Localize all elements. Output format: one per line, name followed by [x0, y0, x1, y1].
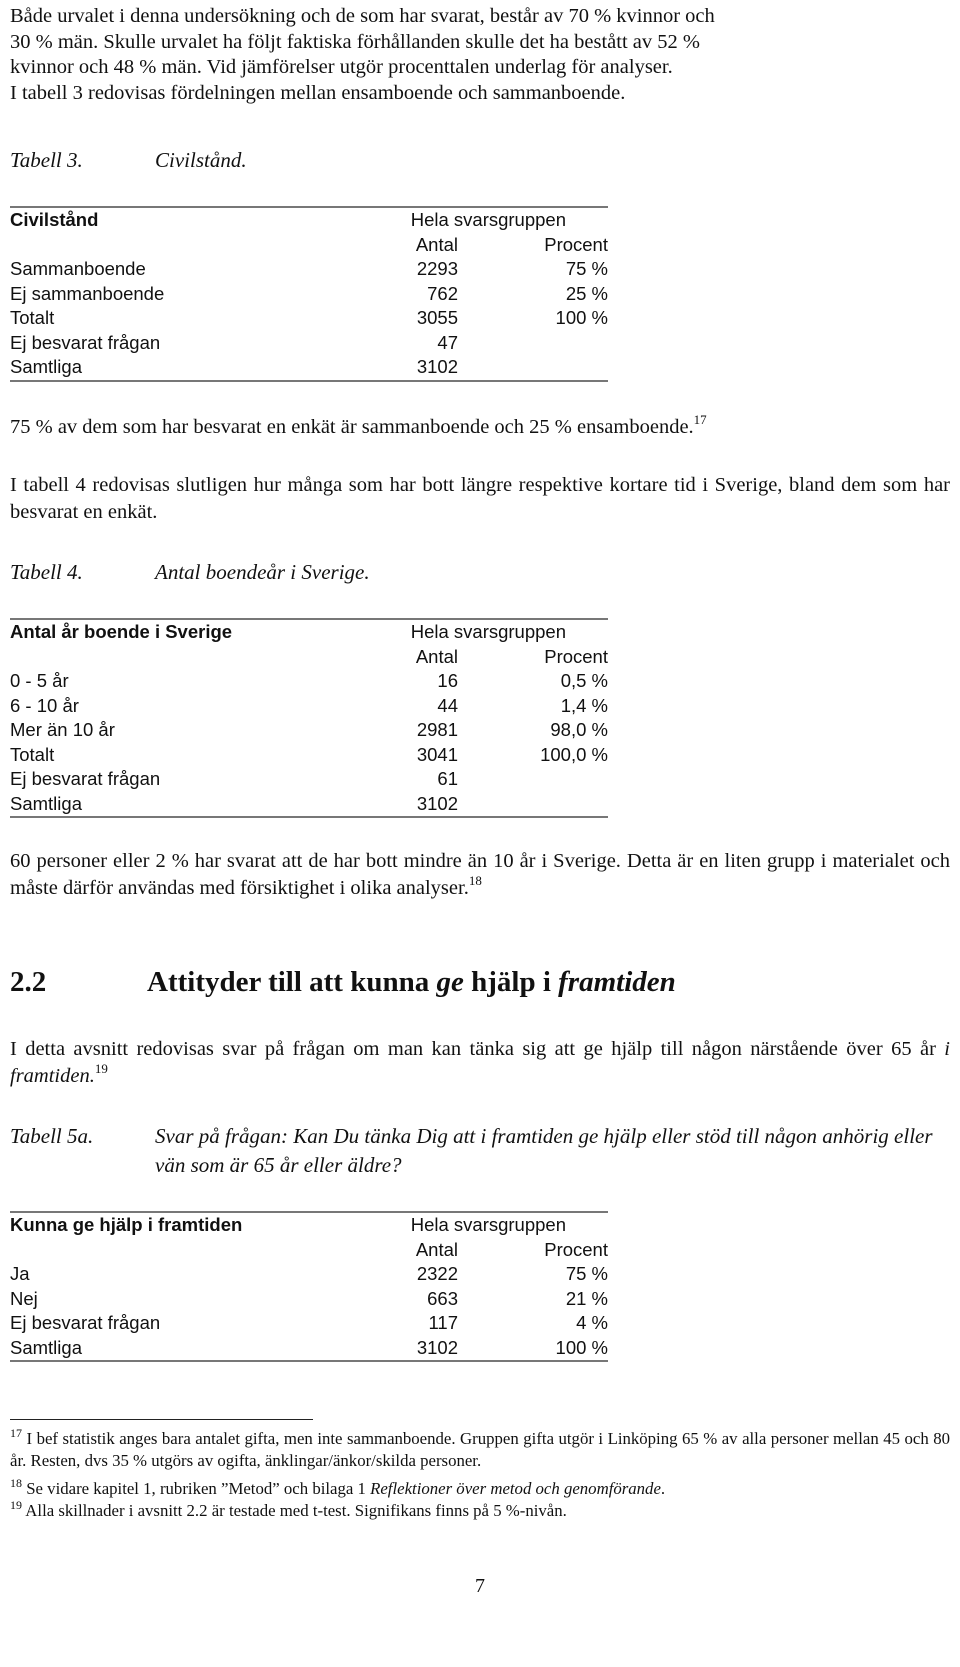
table4-col-antal: Antal [415, 645, 458, 667]
table-row: Samtliga 3102 [10, 355, 608, 381]
table-row: Nej 663 21 % [10, 1287, 608, 1309]
footnote-17: $^{17}$ I bef statistik anges bara antalet gifta, men inte sammanboende. Gruppen gifta utgör i Linköping 65 % av alla personer mellan 45 och 80 år. Resten, dvs 35 % utgörs av ogifta, änklingar/änkor/skilda personer. [10, 1426, 950, 1470]
table-row: Sammanboende 2293 75 % [10, 258, 608, 279]
paragraph-section-intro: I detta avsnitt redovisas svar på frågan om man kan tänka sig att ge hjälp till någon närstående över 65 år i framtiden.$^{19}$ [10, 1038, 950, 1087]
footnote-ref-19[interactable]: 19 [94, 1061, 108, 1076]
intro-line: 30 % män. Skulle urvalet ha följt faktiska förhållanden skulle det ha bestått av 52 % [10, 30, 700, 53]
table3 [10, 206, 608, 382]
section-number: 2.2 [10, 966, 47, 998]
table4-head-label: Antal år boende i Sverige [10, 619, 380, 645]
table-row: Ej sammanboende 762 25 % [10, 282, 608, 304]
table-row: Totalt 3041 100,0 % [10, 743, 608, 765]
footnote-19: $^{19}$ Alla skillnader i avsnitt 2.2 är testade med t-test. Signifikans finns på 5 %-nivån. [10, 1498, 567, 1520]
table3-head-label: Civilstånd [10, 207, 380, 233]
table3-caption-number: Tabell 3. [10, 148, 83, 172]
table-row: Samtliga 3102 [10, 792, 608, 818]
table3-col-antal: Antal [415, 233, 458, 255]
table-row: Mer än 10 år 2981 98,0 % [10, 719, 608, 740]
paragraph-civilstand-summary: 75 % av dem som har besvarat en enkät är sammanboende och 25 % ensamboende.$^{17}$ [10, 412, 707, 438]
table5-caption-number: Tabell 5a. [10, 1124, 94, 1148]
footnote-ref-18[interactable]: 18 [468, 873, 482, 888]
intro-line: Både urvalet i denna undersökning och de som har svarat, består av 70 % kvinnor och [10, 5, 715, 27]
table4-group-label: Hela svarsgruppen [380, 619, 608, 645]
table-row: 6 - 10 år 44 1,4 % [10, 694, 608, 716]
footnote-18: $^{18}$ Se vidare kapitel 1, rubriken ”Metod” och bilaga 1 Reflektioner över metod och genomförande. [10, 1476, 666, 1498]
table-row: Samtliga 3102 100 % [10, 1336, 608, 1362]
intro-paragraph [10, 4, 950, 106]
table-row: 0 - 5 år 16 0,5 % [10, 670, 608, 691]
footnote-separator [10, 1419, 313, 1420]
table5-head-label: Kunna ge hjälp i framtiden [10, 1212, 380, 1238]
table4-caption-number: Tabell 4. [10, 560, 83, 584]
table4-col-procent: Procent [544, 645, 608, 667]
intro-line: I tabell 3 redovisas fördelningen mellan ensamboende och sammanboende. [10, 81, 626, 104]
table-row: Ej besvarat frågan 61 [10, 768, 458, 789]
table5-col-procent: Procent [544, 1238, 608, 1260]
table5-caption-text: Svar på frågan: Kan Du tänka Dig att i framtiden ge hjälp eller stöd till någon anhörig eller vän som är 65 år eller äldre? [155, 1124, 933, 1177]
table5a [10, 1211, 608, 1362]
paragraph-table4-intro: I tabell 4 redovisas slutligen hur många som har bott längre respektive kortare tid i Sverige, bland dem som har besvarat en enkät. [10, 474, 950, 523]
table-row: Ja 2322 75 % [10, 1263, 608, 1284]
footnote-ref-17[interactable]: 17 [693, 412, 707, 427]
paragraph-boendear-summary: 60 personer eller 2 % har svarat att de har bott mindre än 10 år i Sverige. Detta är en liten grupp i materialet och måste därför användas med försiktighet i olika analyser.$^{18}$ [10, 850, 950, 899]
table4 [10, 618, 608, 818]
table-row: Ej besvarat frågan 47 [10, 331, 458, 353]
table5-col-antal: Antal [415, 1238, 458, 1260]
page-number: 7 [475, 1575, 485, 1597]
table3-col-procent: Procent [544, 233, 608, 255]
table4-caption-text: Antal boendeår i Sverige. [155, 560, 370, 584]
table-row: Totalt 3055 100 % [10, 307, 608, 328]
table3-group-label: Hela svarsgruppen [380, 207, 608, 233]
table3-caption-text: Civilstånd. [155, 148, 247, 172]
table5-group-label: Hela svarsgruppen [380, 1212, 608, 1238]
table-row: Ej besvarat frågan 117 4 % [10, 1312, 608, 1333]
intro-line: kvinnor och 48 % män. Vid jämförelser utgör procenttalen underlag för analyser. [10, 56, 673, 78]
section-title: Attityder till att kunna ge hjälp i framtiden [147, 966, 676, 998]
